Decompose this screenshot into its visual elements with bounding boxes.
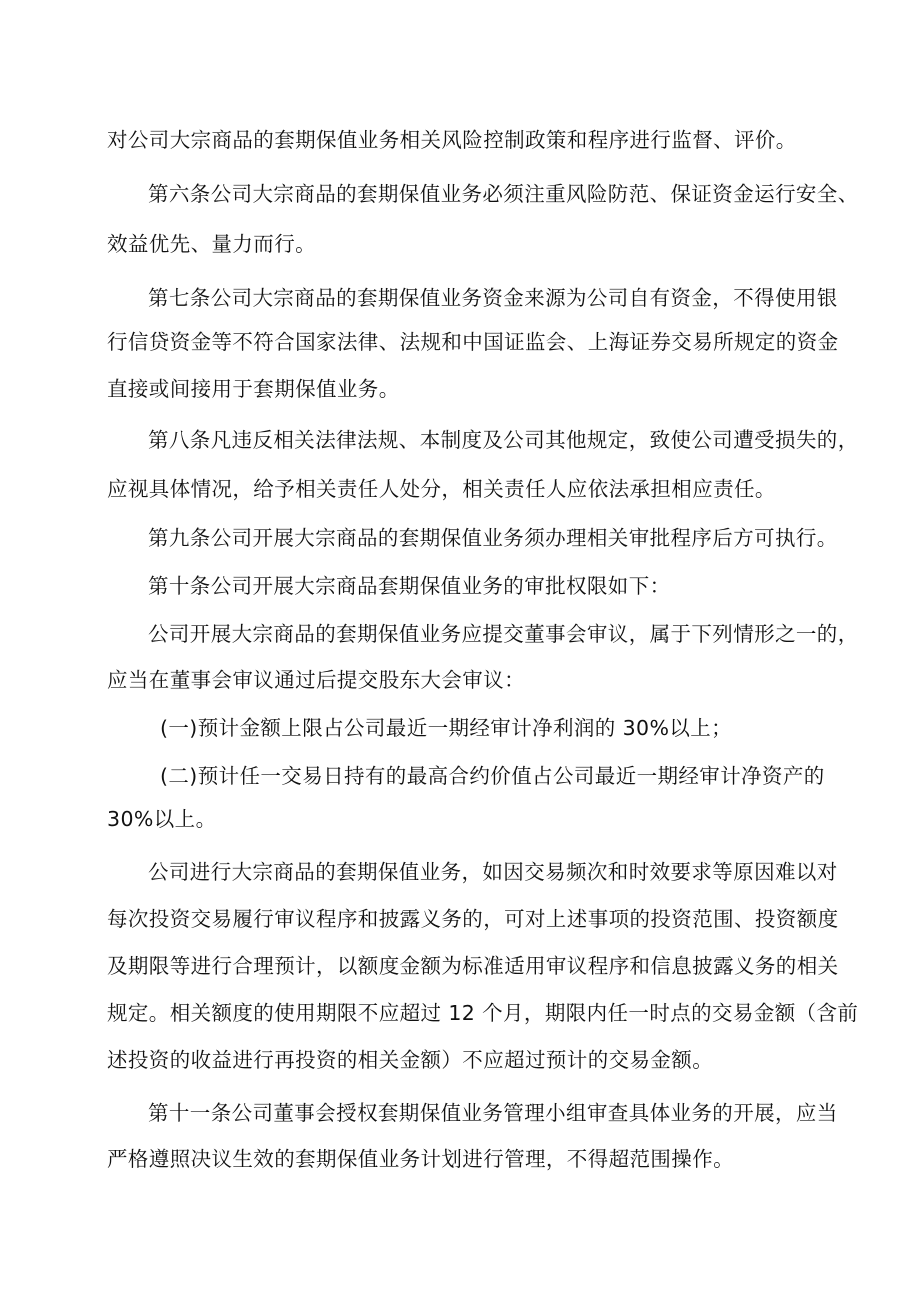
- paragraph-line: 第六条公司大宗商品的套期保值业务必须注重风险防范、保证资金运行安全、: [148, 182, 859, 206]
- paragraph-line: 述投资的收益进行再投资的相关金额）不应超过预计的交易金额。: [107, 1048, 714, 1072]
- list-item-line: (二)预计任一交易日持有的最高合约价值占公司最近一期经审计净资产的: [160, 764, 825, 788]
- paragraph-line: 直接或间接用于套期保值业务。: [107, 377, 400, 401]
- paragraph-line: 对公司大宗商品的套期保值业务相关风险控制政策和程序进行监督、评价。: [107, 128, 797, 152]
- paragraph-line: 严格遵照决议生效的套期保值业务计划进行管理，不得超范围操作。: [107, 1147, 734, 1171]
- paragraph-line: 公司开展大宗商品的套期保值业务应提交董事会审议，属于下列情形之一的，: [148, 622, 859, 646]
- list-item-line: 30%以上。: [107, 807, 217, 831]
- paragraph-line: 第九条公司开展大宗商品的套期保值业务须办理相关审批程序后方可执行。: [148, 526, 838, 550]
- paragraph-line: 规定。相关额度的使用期限不应超过 12 个月，期限内任一时点的交易金额（含前: [107, 1001, 859, 1025]
- paragraph-line: 第八条凡违反相关法律法规、本制度及公司其他规定，致使公司遭受损失的，: [148, 428, 859, 452]
- paragraph-line: 行信贷资金等不符合国家法律、法规和中国证监会、上海证券交易所规定的资金: [107, 330, 839, 354]
- paragraph-line: 及期限等进行合理预计，以额度金额为标准适用审议程序和信息披露义务的相关: [107, 954, 839, 978]
- paragraph-line: 每次投资交易履行审议程序和披露义务的，可对上述事项的投资范围、投资额度: [107, 907, 839, 931]
- list-item-line: (一)预计金额上限占公司最近一期经审计净利润的 30%以上；: [160, 716, 733, 740]
- paragraph-line: 应视具体情况，给予相关责任人处分，相关责任人应依法承担相应责任。: [107, 477, 776, 501]
- paragraph-line: 第七条公司大宗商品的套期保值业务资金来源为公司自有资金，不得使用银: [148, 286, 838, 310]
- paragraph-line: 第十条公司开展大宗商品套期保值业务的审批权限如下：: [148, 574, 671, 598]
- paragraph-line: 效益优先、量力而行。: [107, 232, 316, 256]
- paragraph-line: 应当在董事会审议通过后提交股东大会审议：: [107, 668, 525, 692]
- paragraph-line: 第十一条公司董事会授权套期保值业务管理小组审查具体业务的开展，应当: [148, 1101, 838, 1125]
- paragraph-line: 公司进行大宗商品的套期保值业务，如因交易频次和时效要求等原因难以对: [148, 860, 838, 884]
